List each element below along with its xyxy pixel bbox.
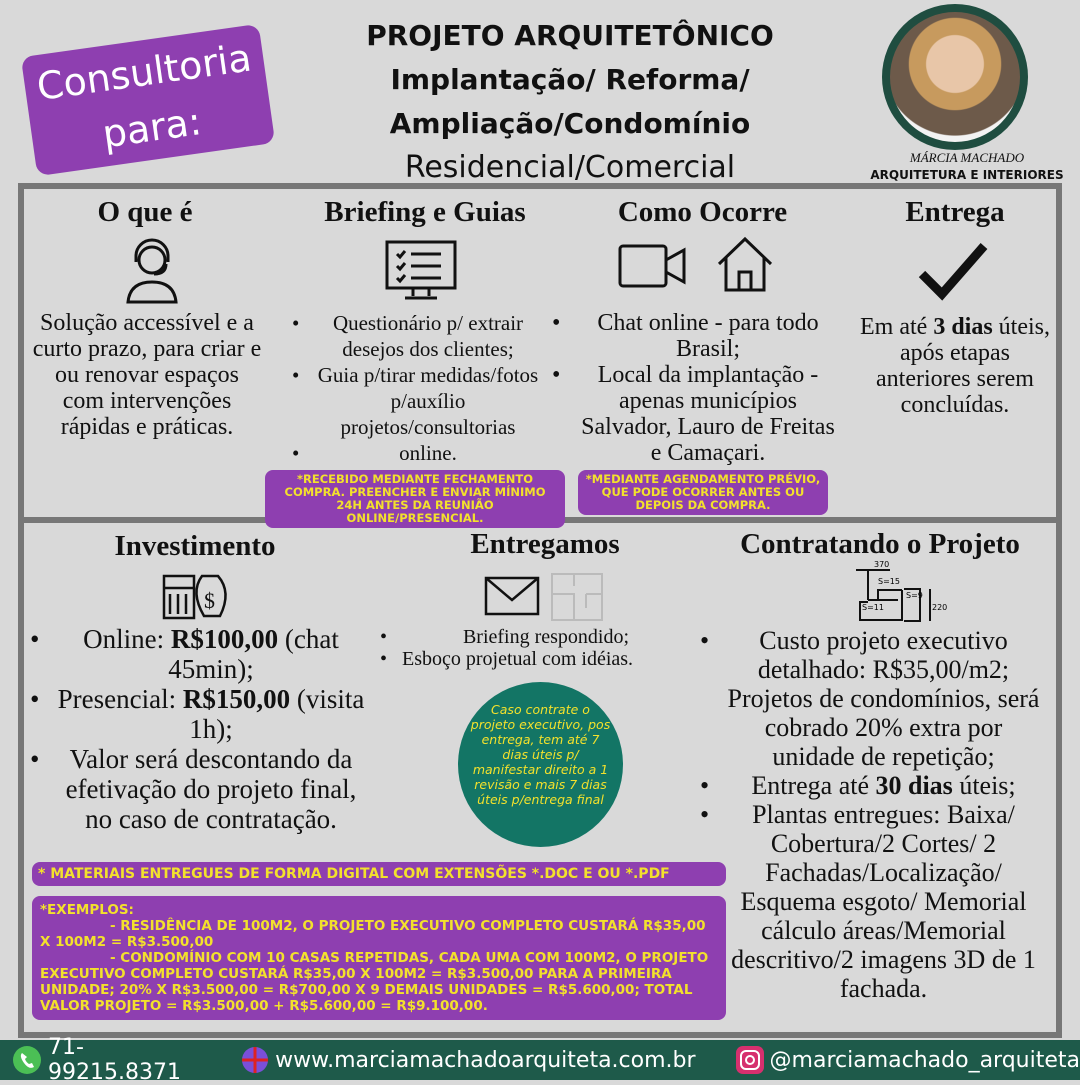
list-item: • Plantas entregues: Baixa/ Cobertura/2 Cortes/ 2 Fachadas/Localização/ Esquema esgoto/ Memorial cálculo áreas/Memorial descritivo/2 imagens 3D de 1 fachada. bbox=[700, 800, 1045, 1003]
contratando-title: Contratando o Projeto bbox=[740, 528, 1020, 560]
briefing-note: *RECEBIDO MEDIANTE FECHAMENTO COMPRA. PREENCHER E ENVIAR MÍNIMO 24H ANTES DA REUNIÃO ONLINE/PRESENCIAL. bbox=[265, 470, 565, 528]
plan-label: 370 bbox=[874, 560, 890, 569]
video-camera-icon bbox=[618, 242, 688, 290]
checklist-monitor-icon bbox=[385, 240, 457, 302]
entrega-text: Em até 3 dias úteis, após etapas anteriores serem concluídas. bbox=[860, 314, 1050, 418]
como-title: Como Ocorre bbox=[617, 196, 788, 228]
entrega-title: Entrega bbox=[905, 196, 1005, 228]
support-agent-icon bbox=[122, 238, 182, 304]
globe-icon bbox=[241, 1046, 269, 1074]
envelope-icon bbox=[484, 576, 540, 616]
contratando-list bbox=[700, 626, 1045, 1003]
como-note: *MEDIANTE AGENDAMENTO PRÉVIO, QUE PODE OCORRER ANTES OU DEPOIS DA COMPRA. bbox=[578, 470, 828, 515]
consultoria-badge: Consultoria para: bbox=[21, 24, 275, 176]
checkmark-icon bbox=[918, 240, 988, 300]
oque-title: O que é bbox=[97, 196, 193, 228]
list-item: • Chat online - para todo Brasil; bbox=[552, 310, 842, 362]
invest-title: Investimento bbox=[114, 530, 276, 562]
invest-list bbox=[30, 624, 370, 834]
architect-org: ARQUITETURA E INTERIORES bbox=[870, 168, 1064, 182]
list-item: • Entrega até 30 dias úteis; bbox=[700, 771, 1045, 800]
list-item: • Briefing respondido; bbox=[380, 626, 690, 648]
list-item: • Presencial: R$150,00 (visita 1h); bbox=[30, 684, 370, 744]
list-item: • Online: R$100,00 (chat 45min); bbox=[30, 624, 370, 684]
floor-plan-icon bbox=[550, 572, 604, 622]
plan-label: S=9 bbox=[906, 591, 923, 600]
architect-name: MÁRCIA MACHADO bbox=[909, 150, 1025, 165]
list-item: • Local da implantação - apenas municípios Salvador, Lauro de Freitas e Camaçari. bbox=[552, 362, 842, 466]
briefing-list bbox=[292, 310, 542, 466]
entregamos-title: Entregamos bbox=[470, 528, 620, 560]
como-list bbox=[552, 310, 842, 466]
whatsapp-icon bbox=[12, 1045, 42, 1075]
cash-register-icon bbox=[162, 562, 226, 620]
footer-bar bbox=[0, 1035, 1080, 1085]
profile-photo bbox=[882, 4, 1028, 150]
oque-text: Solução accessível e a curto prazo, para criar e ou renovar espaços com intervenções rápidas e práticas. bbox=[32, 310, 262, 440]
footer-instagram[interactable]: @marciamachado_arquiteta bbox=[736, 1046, 1080, 1074]
instagram-icon bbox=[736, 1046, 764, 1074]
list-item: • Guia p/tirar medidas/fotos p/auxílio projetos/consultorias bbox=[292, 362, 542, 440]
briefing-title: Briefing e Guias bbox=[324, 196, 526, 228]
plan-label: S=11 bbox=[862, 603, 884, 612]
svg-text:$: $ bbox=[204, 588, 215, 613]
list-item: • Custo projeto executivo detalhado: R$35,00/m2; Projetos de condomínios, será cobrado 20% extra por unidade de repetição; bbox=[700, 626, 1045, 771]
footer-website[interactable]: www.marciamachadoarquiteta.com.br bbox=[241, 1046, 695, 1074]
page-title: PROJETO ARQUITETÔNICO Implantação/ Reforma/ Ampliação/Condomínio Residencial/Comercial bbox=[366, 19, 774, 185]
floor-plan-dimensions-icon bbox=[846, 558, 948, 624]
list-item: • Esboço projetual com idéias. bbox=[380, 648, 690, 670]
revision-circle-note: Caso contrate o projeto executivo, pos entrega, tem até 7 dias úteis p/ manifestar direito a 1 revisão e mais 7 dias úteis p/entrega final bbox=[458, 682, 623, 847]
materials-note: * MATERIAIS ENTREGUES DE FORMA DIGITAL COM EXTENSÕES *.DOC E OU *.PDF bbox=[32, 862, 726, 886]
examples-note: *EXEMPLOS: - RESIDÊNCIA DE 100M2, O PROJETO EXECUTIVO COMPLETO CUSTARÁ R$35,00 X 100M2 = R$3.500,00 - CONDOMÍNIO COM 10 CASAS REPETIDAS, CADA UMA COM 100M2, O PROJETO EXECUTIVO COMPLETO CUSTARÁ R$35,00 X 100M2 = R$3.500,00 PARA A PRIMEIRA UNIDADE; 20% X R$3.500,00 = R$700,00 X 9 DEMAIS UNIDADES = R$5.600,00; TOTAL VALOR PROJETO = R$3.500,00 + R$5.600,00 = R$9.100,00. bbox=[32, 896, 726, 1020]
plan-label: S=15 bbox=[878, 577, 900, 586]
list-item: • Questionário p/ extrair desejos dos clientes; bbox=[292, 310, 542, 362]
entregamos-list bbox=[380, 626, 690, 670]
footer-phone[interactable]: 71-99215.8371 bbox=[12, 1035, 181, 1085]
list-item: • Valor será descontando da efetivação do projeto final, no caso de contratação. bbox=[30, 744, 370, 834]
home-icon bbox=[716, 236, 774, 292]
plan-label: 220 bbox=[932, 603, 948, 612]
list-item: • online. bbox=[292, 440, 542, 466]
